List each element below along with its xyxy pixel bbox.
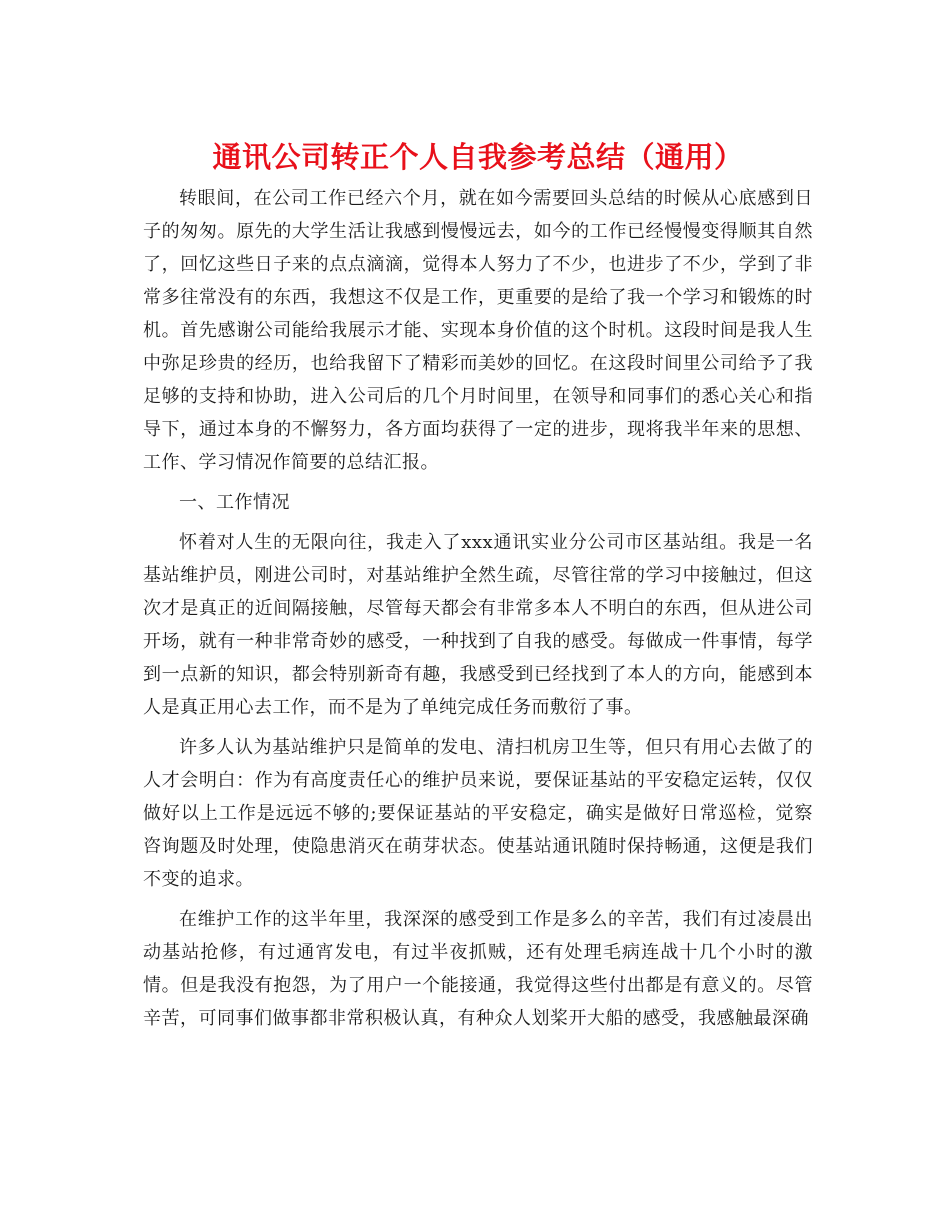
paragraph-intro: 转眼间，在公司工作已经六个月，就在如今需要回头总结的时候从心底感到日子的匆匆。原先的大学生活让我感到慢慢远去，如今的工作已经慢慢变得顺其自然了，回忆这些日子来的点点滴滴，觉得本人努力了不少，也进步了不少，学到了非常多往常没有的东西，我想这不仅是工作，更重要的是给了我一个学习和锻炼的时机。首先感谢公司能给我展示才能、实现本身价值的这个时机。这段时间是我人生中弥足珍贵的经历，也给我留下了精彩而美妙的回忆。在这段时间里公司给予了我足够的支持和协助，进入公司后的几个月时间里，在领导和同事们的悉心关心和指导下，通过本身的不懈努力，各方面均获得了一定的进步，现将我半年来的思想、工作、学习情况作简要的总结汇报。 — [143, 188, 813, 473]
paragraph-work-2: 许多人认为基站维护只是简单的发电、清扫机房卫生等，但只有用心去做了的人才会明白：作为有高度责任心的维护员来说，要保证基站的平安稳定运转，仅仅做好以上工作是远远不够的;要保证基站的平安稳定，确实是做好日常巡检，觉察咨询题及时处理，使隐患消灭在萌芽状态。使基站通讯随时保持畅通，这便是我们不变的追求。 — [143, 737, 813, 890]
document-title: 通讯公司转正个人自我参考总结（通用） — [212, 140, 744, 174]
paragraph-work-1: 怀着对人生的无限向往，我走入了xxx通讯实业分公司市区基站组。我是一名基站维护员，刚进公司时，对基站维护全然生疏，尽管往常的学习中接触过，但这次才是真正的近间隔接触，尽管每天都会有非常多本人不明白的东西，但从进公司开场，就有一种非常奇妙的感受，一种找到了自我的感受。每做成一件事情，每学到一点新的知识，都会特别新奇有趣，我感受到已经找到了本人的方向，能感到本人是真正用心去工作，而不是为了单纯完成任务而敷衍了事。 — [143, 532, 813, 718]
document-page — [143, 135, 813, 1035]
section-heading-work: 一、工作情况 — [179, 492, 290, 513]
paragraph-work-3: 在维护工作的这半年里，我深深的感受到工作是多么的辛苦，我们有过凌晨出动基站抢修，有过通宵发电，有过半夜抓贼，还有处理毛病连战十几个小时的激情。但是我没有抱怨，为了用户一个能接通，我觉得这些付出都是有意义的。尽管辛苦，可同事们做事都非常积极认真，有种众人划桨开大船的感受，我感触最深确 — [143, 909, 813, 1029]
